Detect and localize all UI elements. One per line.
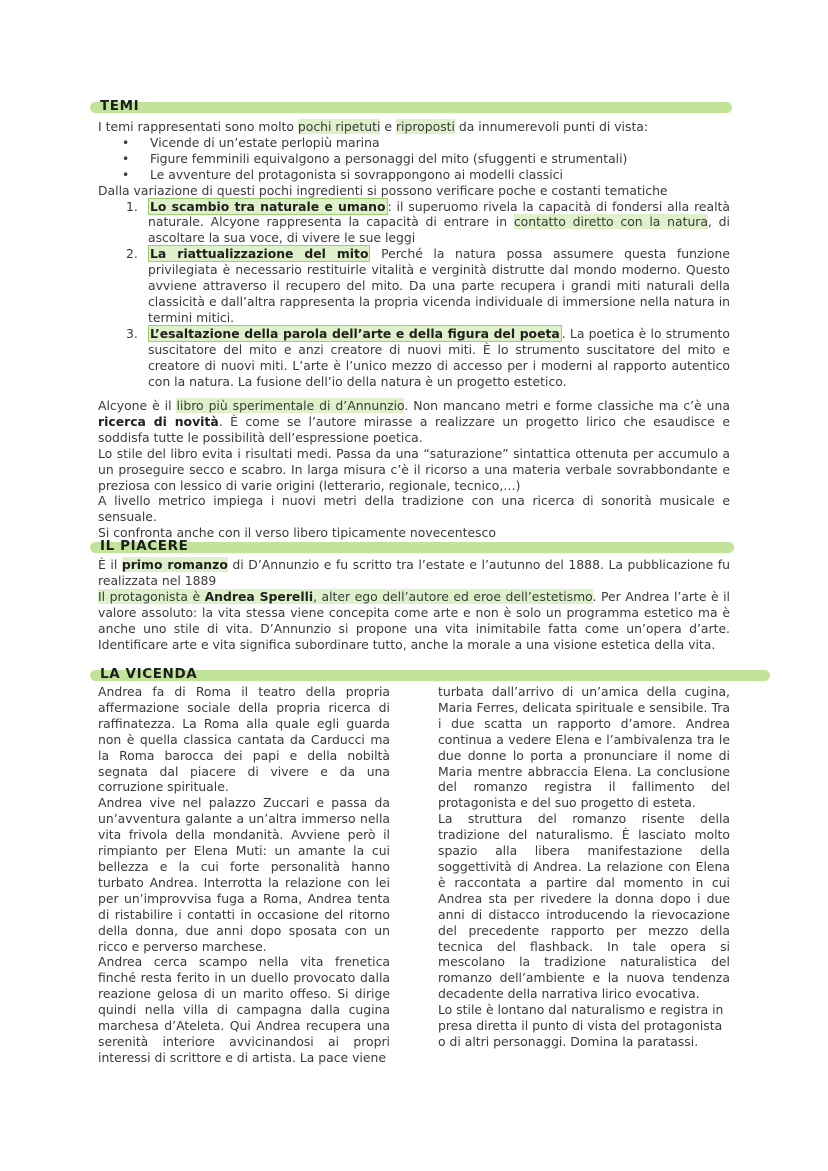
section-header-vicenda <box>90 668 770 682</box>
list-item: 2. La riattualizzazione del mito Perché la natura possa assumere questa funzione privilegiata è necessario restituirle vitalità e verginità distrutte dal mondo moderno. Questo avviene attraverso il recupero del mito. Da una parte recupera i grandi miti naturali della classicità e dall’altra rappresenta la propria vicenda individuale di immersione nella natura in termini mitici. <box>126 246 730 325</box>
highlight: riproposti <box>395 119 455 134</box>
vicenda-paragraph: turbata dall’arrivo di un’amica della cugina, Maria Ferres, delicata spirituale e sensibile. Tra i due scatta un rapporto d’amore. Andrea continua a vedere Elena e l’ambivalenza tra le due donne lo porta a pronunciare il nome di Maria mentre abbraccia Elena. La conclusione del romanzo registra il fallimento del protagonista e del suo progetto di esteta. <box>438 684 730 811</box>
highlight: primo romanzo <box>121 557 228 572</box>
section-title: TEMI <box>100 98 140 114</box>
metric-paragraph: A livello metrico impiega i nuovi metri della tradizione con una ricerca di sonorità musicale e sensuale. <box>98 493 730 525</box>
section-header-temi <box>90 100 732 114</box>
bold-text: ricerca di novità <box>98 413 219 429</box>
list-item: 3. L’esaltazione della parola dell’arte e della figura del poeta . La poetica è lo strumento suscitatore del mito e anzi creatore di nuovi miti. È lo strumento suscitatore del mito e creatore di nuovi miti. L’arte è l’unico mezzo di accesso per i moderni al rapporto autentico con la natura. La fusione dell’io della natura è un progetto estetico. <box>126 325 730 389</box>
section-title: LA VICENDA <box>100 666 198 682</box>
temi-bullet-list <box>98 135 730 183</box>
vicenda-right-column <box>438 684 730 1050</box>
highlight-boxed: L’esaltazione della parola dell’arte e della figura del poeta <box>150 325 560 341</box>
piacere-body <box>98 557 730 652</box>
vicenda-paragraph: Lo stile è lontano dal naturalismo e registra in presa diretta il punto di vista del protagonista o di altri personaggi. Domina la paratassi. <box>438 1002 724 1049</box>
highlight: contatto diretto con la natura <box>513 214 708 230</box>
vicenda-paragraph: Andrea cerca scampo nella vita frenetica finché resta ferito in un duello provocato dalla reazione gelosa di un marito offeso. Si dirige quindi nella villa di campagna dalla cugina marchesa d’Ateleta. Qui Andrea recupera una serenità interiore avvicinandosi ai propri interessi di scrittore e di artista. La pace viene <box>98 954 390 1065</box>
vicenda-paragraph: Andrea fa di Roma il teatro della propria affermazione sociale della propria ricerca di raffinatezza. La Roma alla quale egli guarda non è quella classica cantata da Carducci ma la Roma barocca dei papi e della nobiltà segnata dal piacere di vivere e da una corruzione spirituale. <box>98 684 390 795</box>
piacere-paragraph-1: È il primo romanzo di D’Annunzio e fu scritto tra l’estate e l’autunno del 1888. La pubblicazione fu realizzata nel 1889 <box>98 557 731 588</box>
temi-variation: Dalla variazione di questi pochi ingredienti si possono verificare poche e costanti tematiche <box>98 182 668 198</box>
temi-intro: I temi rappresentati sono molto pochi ripetuti e riproposti da innumerevoli punti di vista: <box>98 119 649 134</box>
highlight-boxed: Lo scambio tra naturale e umano <box>150 198 386 214</box>
list-item: 1. Lo scambio tra naturale e umano : il superuomo rivela la capacità di fondersi alla realtà naturale. Alcyone rappresenta la capacità di entrare in contatto diretto con la natura, di ascoltare la sua voce, di vivere le sue leggi <box>126 198 731 246</box>
piacere-paragraph-2: Il protagonista è Andrea Sperelli, alter ego dell’autore ed eroe dell’estetismo. Per Andrea l’arte è il valore assoluto: la vita stessa viene concepita come arte e non è solo un programma estetico ma è anche uno stile di vita. D’Annunzio si propone una vita inimitabile fatta come un’opera d’arte. Identificare arte e vita significa subordinare tutto, anche la morale a una visione estetica della vita. <box>98 588 730 652</box>
section-header-bar <box>90 102 732 113</box>
vicenda-left-column <box>98 684 390 1066</box>
highlight: Il protagonista è Andrea Sperelli, alter ego dell’autore ed eroe dell’estetismo <box>98 588 593 604</box>
highlight: pochi ripetuti <box>297 119 381 134</box>
temi-numbered-list <box>98 199 730 390</box>
section-title: IL PIACERE <box>100 538 189 554</box>
list-item: • Vicende di un’estate perlopiù marina <box>98 135 730 151</box>
list-item: • Le avventure del protagonista si sovrappongono ai modelli classici <box>98 167 730 183</box>
style-paragraph: Lo stile del libro evita i risultati medi. Passa da una “saturazione” sintattica ottenuta per accumulo a un proseguire secco e scabro. In larga misura c’è il ricorso a una materia verbale sovrabbondante e preziosa con lessico di varie origini (letterario, regionale, tecnico,…) <box>98 445 730 493</box>
free-verse-paragraph: Si confronta anche con il verso libero tipicamente novecentesco <box>98 525 496 541</box>
temi-body <box>98 119 730 389</box>
section-header-piacere <box>90 540 734 554</box>
list-item: • Figure femminili equivalgono a personaggi del mito (sfuggenti e strumentali) <box>98 151 730 167</box>
highlight: libro più sperimentale di d’Annunzio <box>176 398 405 413</box>
alcyone-paragraph: Alcyone è il libro più sperimentale di d’Annunzio. Non mancano metri e forme classiche ma c’è una ricerca di novità. È come se l’autore mirasse a realizzare un progetto lirico che esaudisce e soddisfa tutte le possibilità dell’espressione poetica. <box>98 398 730 445</box>
temi-alcyone-body <box>98 398 730 541</box>
vicenda-paragraph: Andrea vive nel palazzo Zuccari e passa da un’avventura galante a un’altra immerso nella vita frivola della mondanità. Avviene però il rimpianto per Elena Muti: un amante la cui bellezza e la cui forte personalità hanno turbato Andrea. Interrotta la relazione con lei per un’improvvisa fuga a Roma, Andrea tenta di ristabilire i contatti in occasione del ritorno della donna, due anni dopo sposata con un ricco e perverso marchese. <box>98 795 390 954</box>
vicenda-paragraph: La struttura del romanzo risente della tradizione del naturalismo. È lasciato molto spazio alla libera manifestazione della soggettività di Andrea. La relazione con Elena è raccontata a partire dal momento in cui Andrea sta per rivedere la donna dopo i due anni di distacco introducendo la rievocazione del precedente rapporto per mezzo della tecnica del flashback. In tale opera si mescolano la tradizione naturalistica del romanzo dell’ambiente e la nuova tendenza decadente della narrativa lirico evocativa. <box>438 811 730 1002</box>
highlight-boxed: La riattualizzazione del mito <box>150 246 369 262</box>
